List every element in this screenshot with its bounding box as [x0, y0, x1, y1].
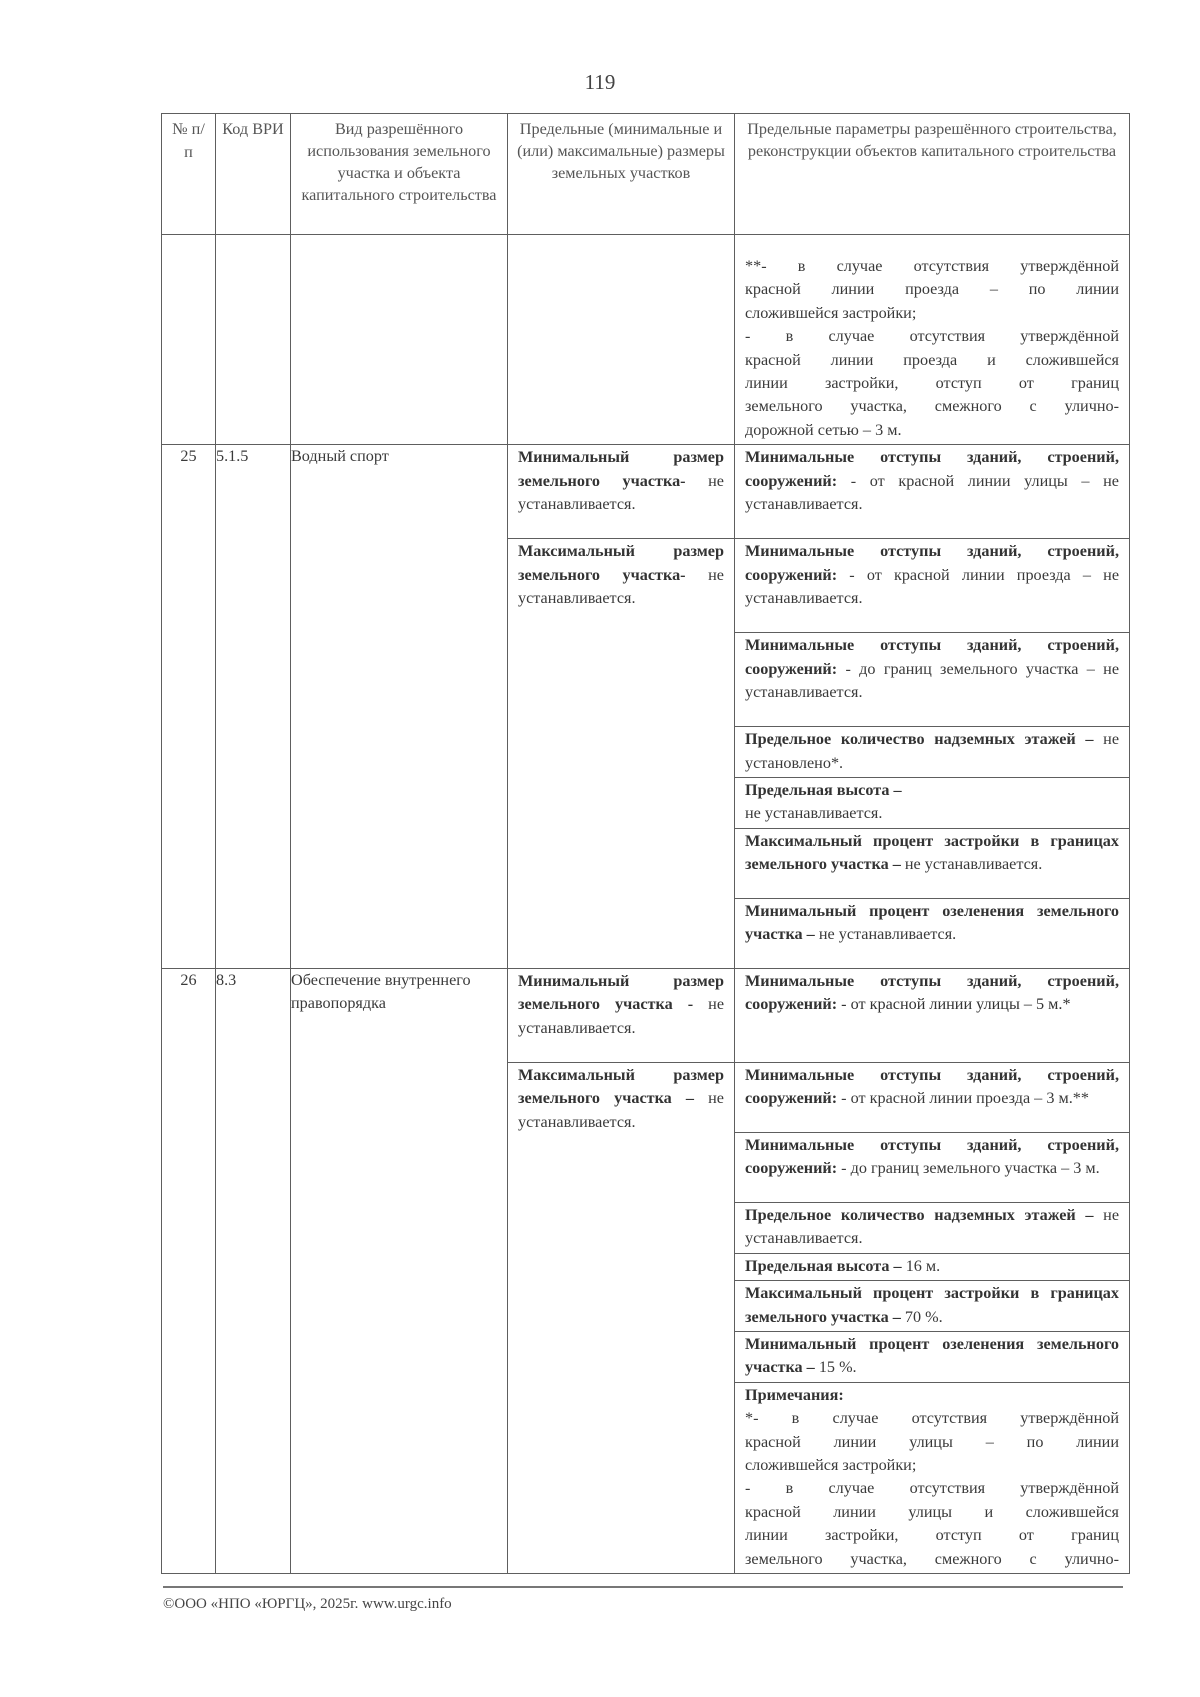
- table-row-25: [162, 445, 1130, 539]
- footer-copyright: ©ООО «НПО «ЮРГЦ», 2025г. www.urgc.info: [163, 1596, 452, 1612]
- header-code: Код ВРИ: [216, 114, 291, 235]
- page-number: 119: [584, 70, 616, 94]
- row25-code: 5.1.5: [216, 445, 291, 969]
- row25-param-2: Минимальные отступы зданий, строений, сооружений: - до границ земельного участка – не устанавливается.: [735, 633, 1130, 727]
- row25-num: 25: [162, 445, 216, 969]
- row26-code: 8.3: [216, 968, 291, 1573]
- row26-size-min: Минимальный размер земельного участка - не устанавливается.: [508, 968, 735, 1062]
- row26-vid: Обеспечение внутреннего правопорядка: [291, 968, 508, 1573]
- row25-size-min: Минимальный размер земельного участка- не устанавливается.: [508, 445, 735, 539]
- row26-param-6: Минимальный процент озеленения земельного участка – 15 %.: [735, 1331, 1130, 1382]
- row26-param-4: Предельная высота – 16 м.: [735, 1253, 1130, 1280]
- footer-divider: [163, 1586, 1123, 1588]
- table-header-row: [162, 114, 1130, 235]
- row25-vid: Водный спорт: [291, 445, 508, 969]
- row25-param-6: Минимальный процент озеленения земельного участка – не устанавливается.: [735, 898, 1130, 968]
- row26-param-3: Предельное количество надземных этажей – не устанавливается.: [735, 1202, 1130, 1253]
- table-row-26: [162, 968, 1130, 1062]
- row26-param-5: Максимальный процент застройки в границах земельного участка – 70 %.: [735, 1281, 1130, 1332]
- header-size: Предельные (минимальные и (или) максимальные) размеры земельных участков: [508, 114, 735, 235]
- continuation-notes: **- в случае отсутствия утверждённой красной линии проезда – по линии сложившейся застройки; - в случае отсутствия утверждённой красной линии проезда и сложившейся линии застройки, отступ от границ земельного участка, смежного с улично- дорожной сетью – 3 м.: [735, 235, 1130, 445]
- header-num: № п/п: [162, 114, 216, 235]
- row25-param-1: Минимальные отступы зданий, строений, сооружений: - от красной линии проезда – не устанавливается.: [735, 539, 1130, 633]
- header-params: Предельные параметры разрешённого строительства, реконструкции объектов капитального строительства: [735, 114, 1130, 235]
- row25-param-4: Предельная высота – не устанавливается.: [735, 778, 1130, 829]
- row26-size-max: Максимальный размер земельного участка – не устанавливается.: [508, 1062, 735, 1573]
- row26-notes: Примечания: *- в случае отсутствия утверждённой красной линии улицы – по линии сложившейся застройки; - в случае отсутствия утверждённой красной линии улицы и сложившейся линии застройки, отступ от границ земельного участка, смежного с улично-: [735, 1382, 1130, 1573]
- row25-size-max: Максимальный размер земельного участка- не устанавливается.: [508, 539, 735, 969]
- row26-num: 26: [162, 968, 216, 1573]
- row25-param-3: Предельное количество надземных этажей – не установлено*.: [735, 727, 1130, 778]
- row26-param-1: Минимальные отступы зданий, строений, сооружений: - от красной линии проезда – 3 м.**: [735, 1062, 1130, 1132]
- row26-param-2: Минимальные отступы зданий, строений, сооружений: - до границ земельного участка – 3 м.: [735, 1132, 1130, 1202]
- row26-param-0: Минимальные отступы зданий, строений, сооружений: - от красной линии улицы – 5 м.*: [735, 968, 1130, 1062]
- continuation-row: [162, 235, 1130, 445]
- row25-param-5: Максимальный процент застройки в границах земельного участка – не устанавливается.: [735, 828, 1130, 898]
- header-vid: Вид разрешённого использования земельного участка и объекта капитального строительства: [291, 114, 508, 235]
- row25-param-0: Минимальные отступы зданий, строений, сооружений: - от красной линии улицы – не устанавливается.: [735, 445, 1130, 539]
- regulations-table: [161, 113, 1130, 1574]
